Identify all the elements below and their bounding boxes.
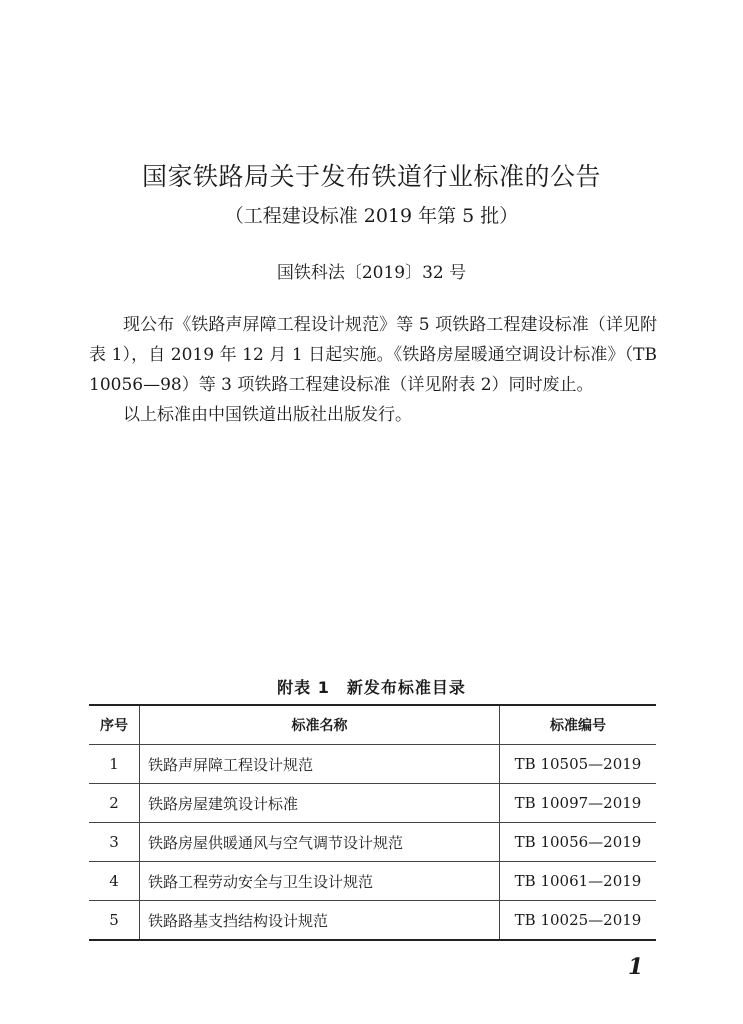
document-subtitle: （工程建设标准 2019 年第 5 批） [224,205,519,227]
row-standard-code: TB 10097—2019 [500,784,657,823]
row-standard-name: 铁路路基支挡结构设计规范 [140,901,500,941]
page-number: 1 [628,954,644,980]
row-standard-name: 铁路房屋建筑设计标准 [140,784,500,823]
announcement-paragraph: 现公布《铁路声屏障工程设计规范》等 5 项铁路工程建设标准（详见附表 1），自 2019 年 12 月 1 日起实施。《铁路房屋暖通空调设计标准》（TB 10056—98）等 3 项铁路工程建设标准（详见附表 2）同时废止。 [89,315,657,395]
row-seq: 3 [89,823,140,862]
table-row [89,823,656,862]
table-caption: 附表 1 新发布标准目录 [277,678,466,697]
row-standard-code: TB 10025—2019 [500,901,657,941]
standards-table [89,704,656,941]
document-title: 国家铁路局关于发布铁道行业标准的公告 [141,162,601,191]
row-standard-code: TB 10061—2019 [500,862,657,901]
header-name: 标准名称 [140,705,500,745]
row-standard-name: 铁路工程劳动安全与卫生设计规范 [140,862,500,901]
row-seq: 5 [89,901,140,941]
row-seq: 2 [89,784,140,823]
table-header-row [89,705,656,745]
row-standard-code: TB 10056—2019 [500,823,657,862]
row-seq: 4 [89,862,140,901]
row-standard-code: TB 10505—2019 [500,745,657,784]
table-row [89,901,656,941]
document-number: 国铁科法〔2019〕32 号 [276,263,467,283]
announcement-paragraph: 以上标准由中国铁道出版社出版发行。 [123,405,412,425]
row-seq: 1 [89,745,140,784]
row-standard-name: 铁路声屏障工程设计规范 [140,745,500,784]
table-row [89,745,656,784]
header-seq: 序号 [89,705,140,745]
announcement-body [89,310,657,430]
table-row [89,784,656,823]
row-standard-name: 铁路房屋供暖通风与空气调节设计规范 [140,823,500,862]
header-code: 标准编号 [500,705,657,745]
table-row [89,862,656,901]
